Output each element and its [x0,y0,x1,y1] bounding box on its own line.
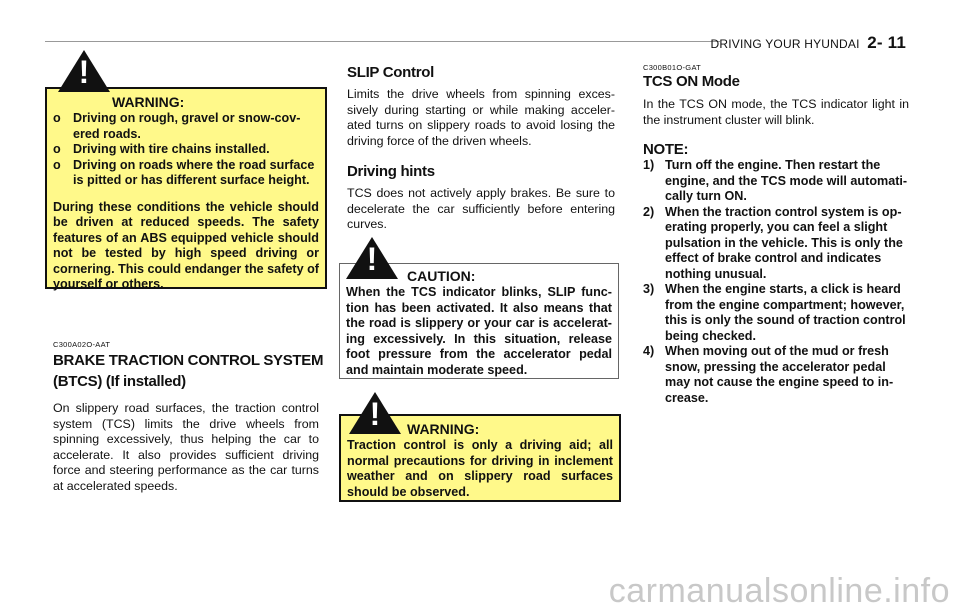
slip-text: Limits the drive wheels from spinning exces-sively during starting or while making acceler-ated turns on slippery roads to avoid losing the driving force of the driven wheels. [347,87,615,148]
btcs-code: C300A02O-AAT [53,340,111,349]
caution-text: When the TCS indicator blinks, SLIP func-tion has been activated. It also means that the road is slippery or your car is accelerat-ing excessively. In this situation, release foot pressure from the accelerator pedal and maintain moderate speed. [346,285,612,377]
list-item: o Driving on rough, gravel or snow-cov-ered roads. [53,111,301,141]
tcs-on-code: C300B01O-GAT [643,63,702,72]
list-item: 1) Turn off the engine. Then restart the engine, and the TCS mode will automati-cally turn ON. [643,158,908,203]
btcs-text: On slippery road surfaces, the traction control system (TCS) limits the drive wheels from spinning excessively, thus helping the car to accelerate. It also provides sufficient driving force and steering performance as the car turns at accelerated speeds. [53,401,319,493]
note-list [643,158,909,406]
page-header [711,33,907,53]
watermark: carmanualsonline.info [608,572,950,610]
btcs-title-2: (BTCS) (If installed) [53,373,186,390]
list-item: o Driving on roads where the road surface is pitted or has different surface height. [53,157,315,187]
warning-icon: ! [349,392,401,434]
hints-title: Driving hints [347,163,435,180]
btcs-title-1: BRAKE TRACTION CONTROL SYSTEM [53,352,324,369]
warning-2-text: Traction control is only a driving aid; all normal precautions for driving in inclement weather and on slippery road surfaces should be observed. [347,438,613,499]
warning-1-title: WARNING: [112,94,185,110]
warning-1-body [53,111,319,293]
section-title: DRIVING YOUR HYUNDAI [710,37,860,51]
warning-icon: ! [346,237,398,279]
note-body [643,158,909,406]
warning-2-title: WARNING: [407,421,480,437]
list-item: 2) When the traction control system is op-erating properly, you can feel a slight pulsation in the vehicle. This is only the effect of brake control and indicates nothing unusual. [643,204,903,281]
list-item: o Driving with tire chains installed. [53,142,270,156]
hints-text: TCS does not actively apply brakes. Be sure to decelerate the car sufficiently before entering curves. [347,186,615,232]
warning-1-list [53,111,319,189]
tcs-on-text: In the TCS ON mode, the TCS indicator light in the instrument cluster will blink. [643,97,909,127]
slip-title: SLIP Control [347,64,434,81]
note-title: NOTE: [643,141,689,158]
header-rule [45,41,720,42]
warning-icon: ! [58,50,110,92]
list-item: 4) When moving out of the mud or fresh snow, pressing the accelerator pedal may not cause the engine speed to in-crease. [643,344,894,405]
page-number: 2- 11 [867,33,906,52]
list-item: 3) When the engine starts, a click is heard from the engine compartment; however, this is only the sound of traction control being checked. [643,282,906,343]
tcs-on-title: TCS ON Mode [643,73,740,90]
warning-1-paragraph: During these conditions the vehicle should be driven at reduced speeds. The safety features of an ABS equipped vehicle should not be tested by high speed driving or cornering. This could endanger the safety of yourself or others. [53,199,319,291]
caution-title: CAUTION: [407,268,476,284]
